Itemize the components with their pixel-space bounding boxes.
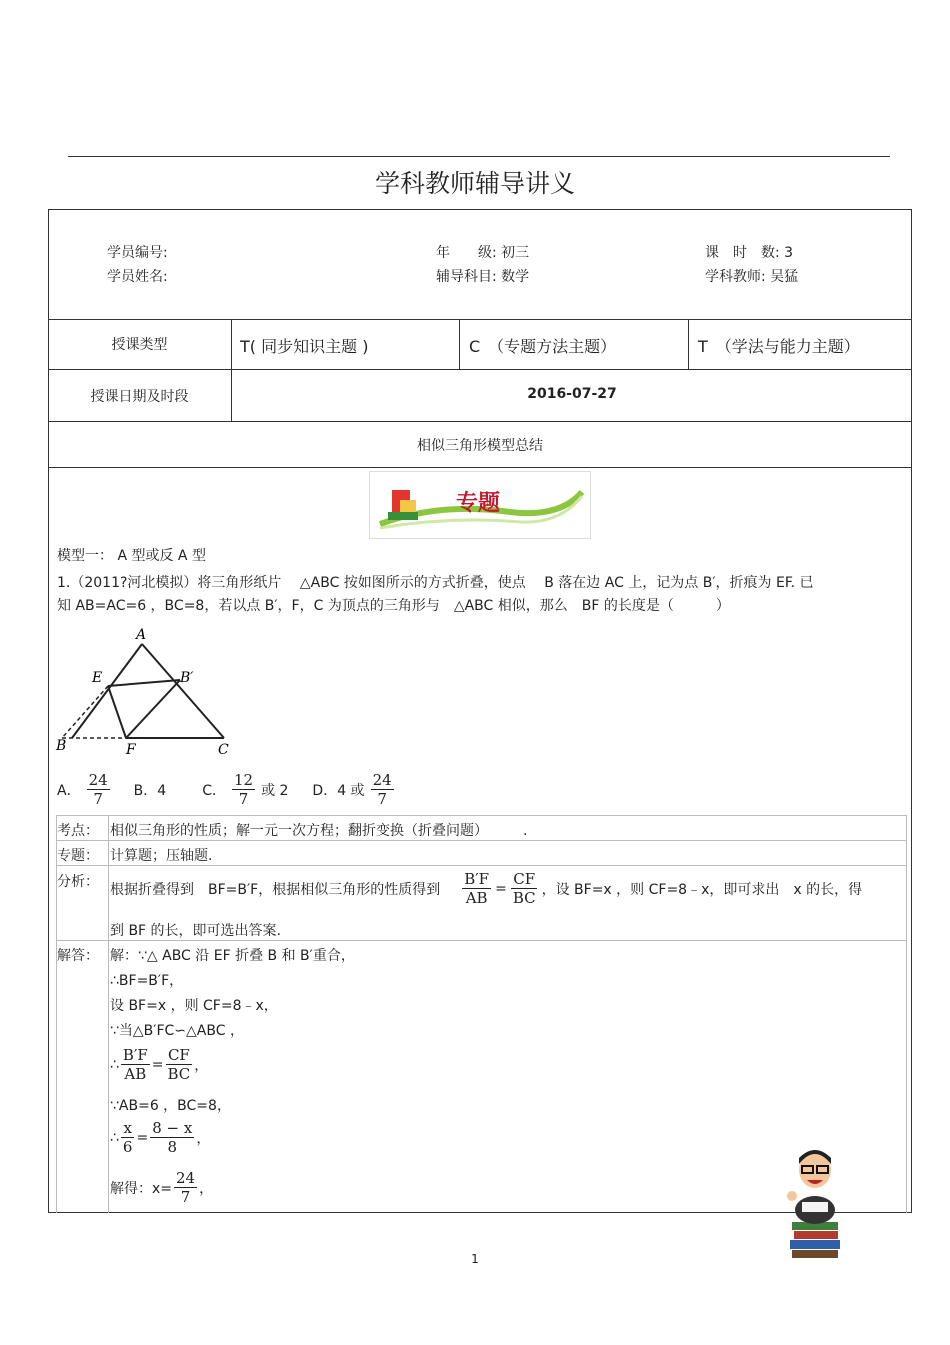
hours-value: 3 [784,245,794,261]
edge-fb-prime [126,680,180,738]
topic-badge [369,471,591,539]
fenxi-label: 分析： [57,874,99,890]
subject-label: 辅导科目: [436,269,497,285]
fenxi-num-1: B′F [464,870,490,888]
fenxi-text-a: 根据折叠得到 BF=B′F，根据相似三角形的性质得到 [110,881,441,898]
col-divider [231,319,232,421]
option-c-tail: 或 2 [261,782,289,799]
fenxi-line-1 [110,870,862,907]
fenxi-den-1: AB [465,889,488,907]
row-divider [48,421,912,422]
s5-tail: ， [194,1057,209,1074]
lesson-date-label: 授课日期及时段 [90,389,189,405]
s8-prefix: 解得：x= [110,1180,173,1197]
s8-num: 24 [176,1169,196,1187]
grade-field [436,242,529,262]
dashed-eb [62,686,108,738]
s8-tail: ， [199,1180,214,1197]
row-divider [48,369,912,370]
label-b-prime: B′ [180,670,194,686]
kaodian-text: 相似三角形的性质；解一元一次方程；翻折变换（折叠问题） . [110,823,528,839]
option-b: B．4 [133,782,167,799]
option-a-num: 24 [88,771,108,789]
badge-label: 专题 [456,490,501,516]
label-f: F [126,742,136,758]
solution-step-2: ∴BF=B′F， [110,973,184,989]
zhuanti-label: 专题： [57,848,99,864]
fenxi-den-2: BC [512,889,536,907]
row-divider [48,319,912,320]
student-name-label: 学员姓名: [107,269,168,285]
option-a-label: A． [57,782,81,799]
subject-value: 数学 [501,269,530,285]
teacher-label: 学科教师: [705,269,766,285]
option-d-fraction [371,771,394,808]
solution-step-4: ∵当△B′FC∽△ABC ， [110,1023,244,1039]
edge-ac [142,644,224,738]
solution-step-8 [110,1169,213,1206]
solution-step-1: 解：∵△ ABC 沿 EF 折叠 B 和 B′重合， [110,948,355,964]
label-e: E [92,670,103,686]
s7-equals: = [136,1129,149,1146]
answer-row-divider [56,865,907,866]
fenxi-text-b: ，设 BF=x ，则 CF=8﹣x，即可求出 x 的长，得 [541,881,863,898]
subject-field [436,266,529,286]
s7-num-2: 8 − x [152,1119,193,1137]
s5-equals: = [151,1056,164,1073]
model-heading: 模型一： A 型或反 A 型 [57,548,206,564]
fenxi-equals: = [495,880,507,897]
page-title: 学科教师辅导讲义 [374,169,575,198]
option-c-label: C． [202,782,226,799]
option-c-fraction [232,771,255,808]
label-a: A [136,627,147,643]
s5-den-2: BC [167,1065,191,1083]
hours-field [705,242,793,262]
s7-fraction-2 [150,1119,194,1156]
zhuanti-text: 计算题；压轴题. [110,848,213,864]
s7-tail: ， [196,1130,211,1147]
lesson-type-c: C （专题方法主题） [469,337,617,356]
s7-fraction-1 [121,1119,135,1156]
question-line-1: 1.（2011?河北模拟）将三角形纸片 △ABC 按如图所示的方式折叠，使点 B 落在边 AC 上，记为点 B′，折痕为 EF. 已 [57,575,814,591]
fenxi-fraction-2 [511,870,538,907]
answer-row-divider [56,840,907,841]
lesson-type-label: 授课类型 [111,337,168,353]
s5-prefix: ∴ [110,1056,119,1073]
fold-triangle-figure [52,622,242,762]
s8-fraction [174,1169,197,1206]
teacher-value: 吴猛 [770,269,799,285]
solution-step-3: 设 BF=x ，则 CF=8﹣x， [110,998,278,1014]
solution-step-5 [110,1046,208,1083]
col-divider [688,319,689,369]
grade-value: 初三 [501,245,530,261]
solution-step-7 [110,1119,210,1156]
question-line-2: 知 AB=AC=6 ，BC=8，若以点 B′，F，C 为顶点的三角形与 △ABC 相似，那么 BF 的长度是（ ） [57,598,730,614]
badge-graphic [370,472,590,538]
option-a-fraction [87,771,110,808]
row-divider [48,467,912,468]
s7-num-1: x [123,1119,132,1137]
s7-den-2: 8 [167,1138,178,1156]
lesson-date-value: 2016-07-27 [527,386,617,402]
hours-label: 课 时 数: [705,245,780,261]
option-c-den: 7 [238,790,249,808]
option-d-den: 7 [377,790,387,808]
answer-options [57,771,394,808]
lesson-type-t2: T （学法与能力主题） [698,337,860,356]
option-d-label: D．4 或 [312,782,365,799]
kaodian-label: 考点： [57,823,99,839]
fenxi-line-2: 到 BF 的长，即可选出答案. [110,923,282,939]
jieda-label: 解答： [57,948,99,964]
page-number: 1 [471,1252,479,1266]
solution-step-6: ∵AB=6 ，BC=8， [110,1098,231,1114]
label-c: C [218,742,229,758]
fenxi-num-2: CF [513,870,536,888]
col-divider [459,319,460,369]
header-rule [68,156,890,157]
answer-row-divider [56,940,907,941]
lesson-type-t1: T( 同步知识主题 ) [240,337,369,356]
s8-den: 7 [180,1188,191,1206]
option-c-num: 12 [233,771,254,789]
s5-fraction-2 [166,1046,193,1083]
student-id-label: 学员编号: [107,245,168,261]
teacher-field [705,266,798,286]
s5-fraction-1 [121,1046,150,1083]
topic-title: 相似三角形模型总结 [417,438,543,454]
fenxi-fraction-1 [462,870,491,907]
teacher-mascot-icon [780,1140,850,1270]
s5-num-1: B′F [122,1046,148,1064]
edge-ab [72,644,142,738]
option-d-num: 24 [372,771,392,789]
fold-crease-ef [108,686,126,738]
option-a-den: 7 [93,790,103,808]
s5-num-2: CF [167,1046,190,1064]
answer-col-divider [108,815,109,1213]
label-b: B [56,738,67,754]
s7-prefix: ∴ [110,1129,119,1146]
grade-label: 年 级: [436,245,497,261]
s7-den-1: 6 [122,1138,133,1156]
s5-den-1: AB [124,1065,147,1083]
edge-eb-prime [108,680,180,686]
